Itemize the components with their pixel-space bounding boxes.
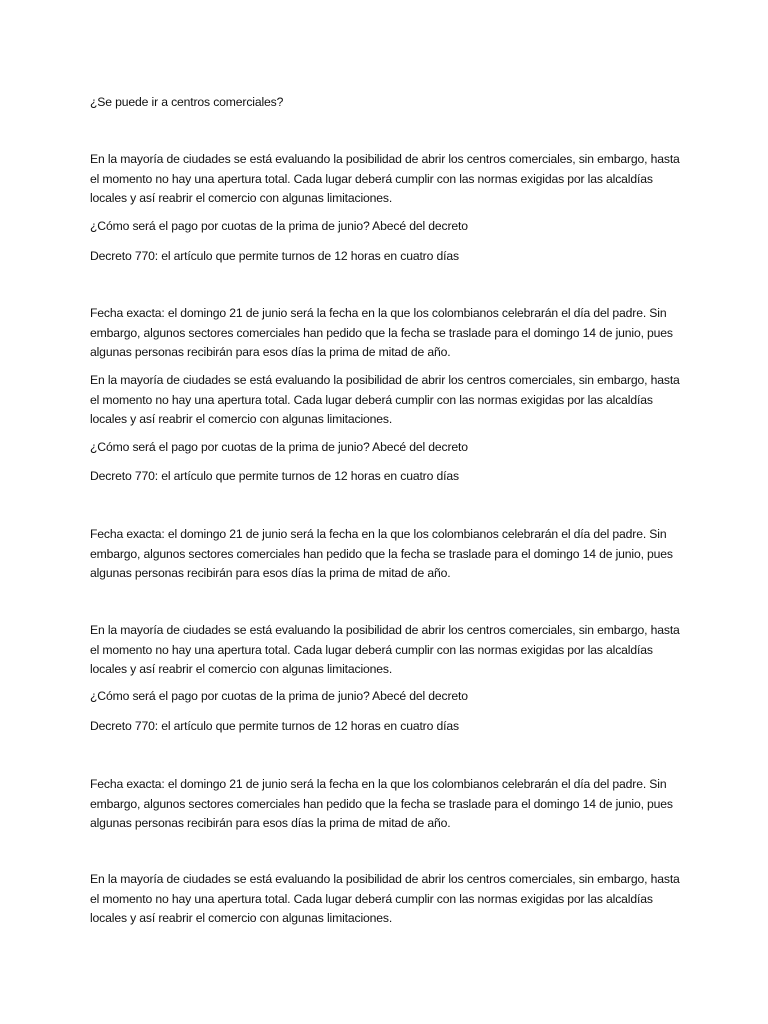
related-link-decreto: Decreto 770: el artículo que permite turnos de 12 horas en cuatro días (90, 719, 459, 733)
related-link-prima: ¿Cómo será el pago por cuotas de la prima de junio? Abecé del decreto (90, 689, 468, 703)
paragraph-fecha: Fecha exacta: el domingo 21 de junio será la fecha en la que los colombianos celebrarán el día del padre. Sin embargo, algunos sectores comerciales han pedido que la fecha se traslade para el domingo 14 de junio, pues algunas personas recibirán para esos días la prima de mitad de año. (90, 777, 673, 830)
paragraph-malls: En la mayoría de ciudades se está evaluando la posibilidad de abrir los centros comerciales, sin embargo, hasta el momento no hay una apertura total. Cada lugar deberá cumplir con las normas exigidas por las alcaldías locales y así reabrir el comercio con algunas limitaciones. (90, 872, 680, 925)
related-link-prima: ¿Cómo será el pago por cuotas de la prima de junio? Abecé del decreto (90, 219, 468, 233)
related-link-decreto: Decreto 770: el artículo que permite turnos de 12 horas en cuatro días (90, 469, 459, 483)
section-question: ¿Se puede ir a centros comerciales? (90, 95, 284, 109)
paragraph-fecha: Fecha exacta: el domingo 21 de junio será la fecha en la que los colombianos celebrarán el día del padre. Sin embargo, algunos sectores comerciales han pedido que la fecha se traslade para el domingo 14 de junio, pues algunas personas recibirán para esos días la prima de mitad de año. (90, 527, 673, 580)
paragraph-malls: En la mayoría de ciudades se está evaluando la posibilidad de abrir los centros comerciales, sin embargo, hasta el momento no hay una apertura total. Cada lugar deberá cumplir con las normas exigidas por las alcaldías locales y así reabrir el comercio con algunas limitaciones. (90, 152, 680, 205)
paragraph-malls: En la mayoría de ciudades se está evaluando la posibilidad de abrir los centros comerciales, sin embargo, hasta el momento no hay una apertura total. Cada lugar deberá cumplir con las normas exigidas por las alcaldías locales y así reabrir el comercio con algunas limitaciones. (90, 623, 680, 676)
related-link-decreto: Decreto 770: el artículo que permite turnos de 12 horas en cuatro días (90, 249, 459, 263)
related-link-prima: ¿Cómo será el pago por cuotas de la prima de junio? Abecé del decreto (90, 440, 468, 454)
paragraph-fecha: Fecha exacta: el domingo 21 de junio será la fecha en la que los colombianos celebrarán el día del padre. Sin embargo, algunos sectores comerciales han pedido que la fecha se traslade para el domingo 14 de junio, pues algunas personas recibirán para esos días la prima de mitad de año. (90, 306, 673, 359)
paragraph-malls: En la mayoría de ciudades se está evaluando la posibilidad de abrir los centros comerciales, sin embargo, hasta el momento no hay una apertura total. Cada lugar deberá cumplir con las normas exigidas por las alcaldías locales y así reabrir el comercio con algunas limitaciones. (90, 373, 680, 426)
